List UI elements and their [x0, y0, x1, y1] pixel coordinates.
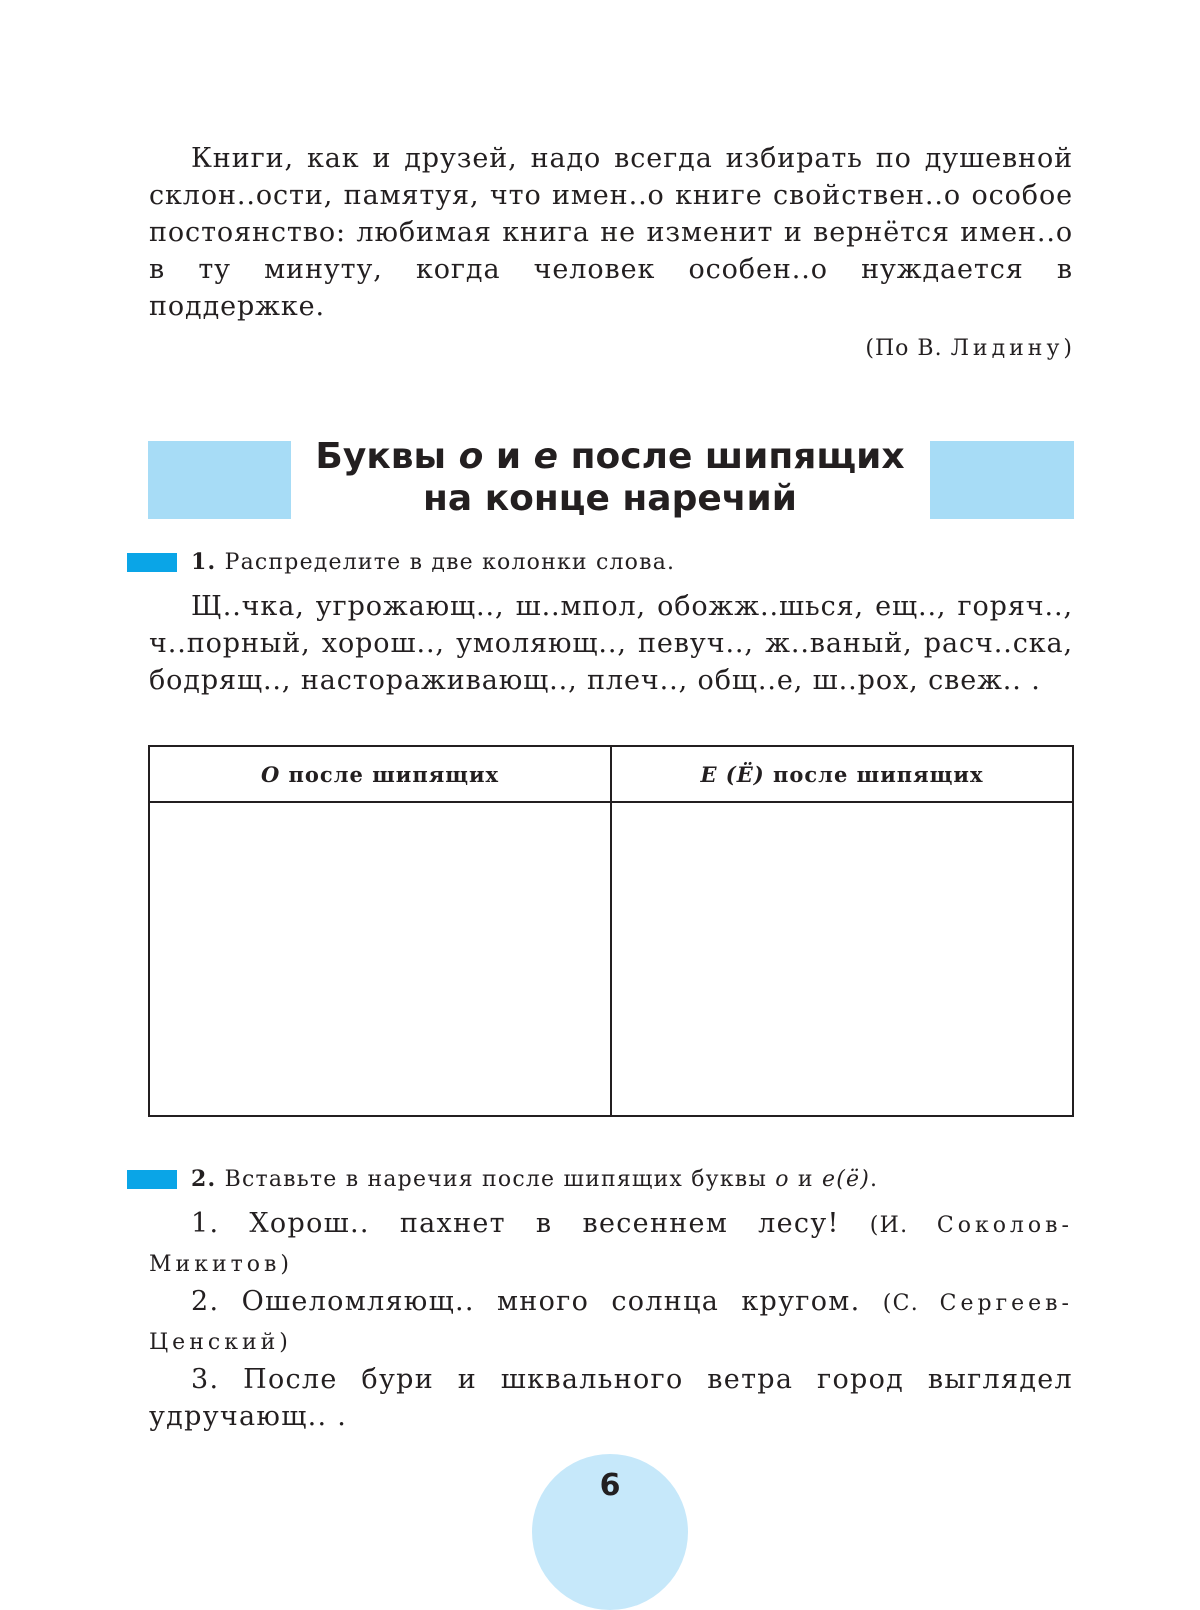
section-heading [290, 436, 930, 520]
task2-letter-o: о [775, 1167, 790, 1192]
task2-sentences [149, 1205, 1073, 1435]
intro-passage [149, 140, 1073, 369]
answer-table-body [149, 802, 1073, 1116]
sentence-2-source-suffix: ) [279, 1330, 290, 1355]
task1-marker [127, 553, 177, 572]
sentence-1-text: 1. Хорош.. пахнет в весеннем лесу! [191, 1208, 870, 1239]
heading-text-1: Буквы [315, 436, 459, 477]
column-header-e-letter: Е (Ё) [700, 761, 765, 787]
intro-attribution [149, 329, 1073, 369]
task1-number: 1. [191, 549, 217, 575]
sentence-2 [149, 1283, 1073, 1361]
task2-conj: и [789, 1167, 822, 1192]
sentence-1-source-prefix: (И. [869, 1213, 937, 1238]
column-header-o [149, 746, 611, 802]
heading-line-1 [290, 436, 930, 478]
heading-bar-left [148, 441, 291, 519]
sentence-3-text: 3. После бури и шквального ветра город выглядел удручающ.. . [149, 1364, 1073, 1432]
heading-text-3: после шипящих [558, 436, 905, 477]
sentence-1 [149, 1205, 1073, 1283]
task2-instruction [191, 1164, 878, 1195]
task1-instruction-text: Распределите в две колонки слова. [224, 550, 676, 575]
task1-instruction [191, 547, 675, 578]
answer-table [148, 745, 1074, 1117]
sentence-1-source-name: Соколов-Микитов [149, 1213, 1073, 1277]
heading-letter-e: е [533, 436, 559, 477]
column-header-o-text: после шипящих [280, 761, 500, 787]
task2-number: 2. [191, 1166, 217, 1192]
task2-letter-e: е(ё) [821, 1167, 870, 1192]
heading-bar-right [930, 441, 1074, 519]
task1-words: Щ..чка, угрожающ.., ш..мпол, обожж..шься, ещ.., горяч.., ч..порный, хорош.., умоляющ.., певуч.., ж..ваный, расч..ска, бодрящ.., настораживающ.., плеч.., общ..е, ш..рох, свеж.. . [149, 591, 1073, 696]
task2-instruction-text: Вставьте в наречия после шипящих буквы [224, 1167, 776, 1192]
column-header-e [611, 746, 1073, 802]
intro-text: Книги, как и друзей, надо всегда избирать по душевной склон..ости, памятуя, что имен..о книге свойствен..о особое постоянство: любимая книга не изменит и вернётся имен..о в ту минуту, когда человек особен..о нуждается в поддержке. [149, 143, 1073, 322]
sentence-3 [149, 1361, 1073, 1435]
sentence-2-source-name: Сергеев-Ценский [149, 1291, 1073, 1355]
column-header-e-text: после шипящих [764, 761, 984, 787]
task2-end: . [869, 1167, 879, 1192]
heading-line-2: на конце наречий [423, 478, 797, 519]
sentence-2-source-prefix: (С. [882, 1291, 940, 1316]
attribution-suffix: ) [1063, 336, 1073, 361]
attribution-name: Лидину [950, 336, 1064, 361]
answer-table-header [149, 746, 1073, 802]
page-number: 6 [599, 1468, 621, 1503]
column-header-o-letter: О [260, 761, 281, 787]
heading-letter-o: о [458, 436, 484, 477]
heading-text-2: и [483, 436, 534, 477]
task2-marker [127, 1170, 177, 1189]
attribution-prefix: (По В. [865, 336, 951, 361]
sentence-2-text: 2. Ошеломляющ.. много солнца кругом. [191, 1286, 883, 1317]
sentence-1-source-suffix: ) [280, 1252, 291, 1277]
answer-cell-o[interactable] [149, 802, 611, 1116]
answer-cell-e[interactable] [611, 802, 1073, 1116]
